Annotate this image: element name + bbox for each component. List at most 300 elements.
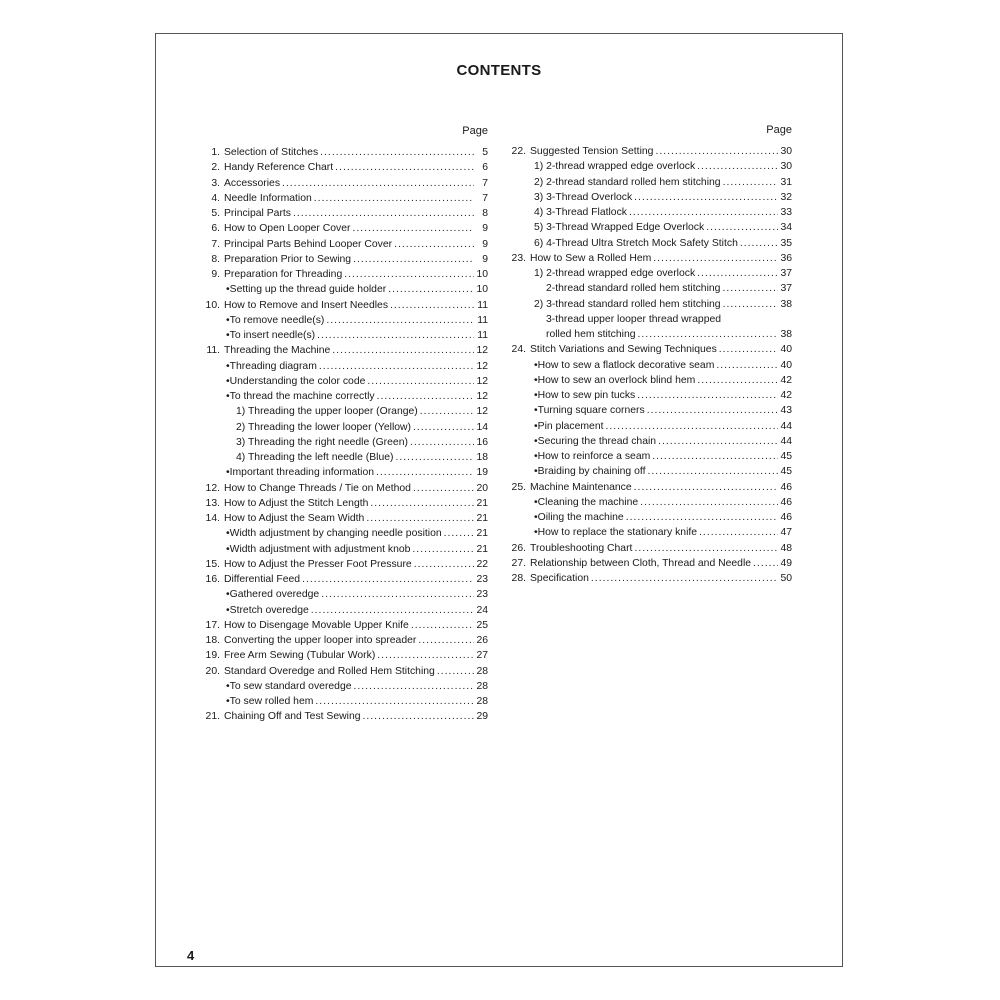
toc-entry-page: 44	[780, 435, 792, 447]
toc-entry-page: 40	[780, 359, 792, 371]
dot-leader	[282, 176, 474, 191]
toc-entry-page: 12	[476, 360, 488, 372]
dot-leader	[353, 221, 475, 236]
toc-entry-page: 35	[780, 237, 792, 249]
toc-entry-number: 10.	[205, 299, 220, 311]
toc-entry-title: 6) 4-Thread Ultra Stretch Mock Safety Stitch	[534, 237, 738, 249]
toc-entry	[200, 557, 488, 572]
toc-entry-title: 1) Threading the upper looper (Orange)	[236, 406, 418, 418]
toc-entry	[506, 525, 792, 540]
toc-entry-title: •Understanding the color code	[226, 375, 366, 387]
toc-entry	[506, 281, 792, 296]
toc-entry-title: 2) 3-thread standard rolled hem stitching	[534, 298, 721, 310]
dot-leader	[332, 343, 474, 358]
toc-entry-title: 1) 2-thread wrapped edge overlock	[534, 268, 696, 279]
toc-entry-page: 28	[476, 665, 488, 677]
toc-entry	[200, 679, 488, 694]
toc-entry-number: 22.	[511, 146, 526, 157]
toc-entry	[200, 343, 488, 358]
toc-entry-title: •Width adjustment by changing needle position	[226, 528, 442, 540]
dot-leader	[418, 633, 474, 648]
toc-entry-number: 21.	[205, 711, 220, 723]
dot-leader	[388, 282, 474, 297]
dot-leader	[410, 435, 474, 450]
toc-entry-title: •To insert needle(s)	[226, 330, 316, 341]
toc-entry-page: 38	[780, 329, 792, 340]
dot-leader	[411, 618, 474, 633]
toc-entry	[506, 464, 792, 479]
dot-leader	[722, 281, 778, 296]
toc-entry-page: 42	[780, 374, 792, 386]
toc-entry	[200, 176, 488, 191]
toc-entry-page: 46	[780, 512, 792, 523]
toc-entry	[200, 252, 488, 267]
toc-entry-number: 27.	[511, 557, 526, 569]
toc-entry	[506, 205, 792, 220]
toc-entry-title: •How to reinforce a seam	[534, 451, 651, 462]
manual-page	[155, 33, 843, 967]
toc-entry-page: 10	[476, 269, 488, 280]
toc-entry-title: 3-thread upper looper thread wrapped	[546, 313, 722, 325]
toc-entry-title: •Pin placement	[534, 420, 604, 432]
toc-entry-page: 19	[476, 467, 488, 479]
toc-entry-page: 30	[780, 146, 792, 157]
dot-leader	[366, 511, 474, 526]
toc-entry-number: 9.	[211, 269, 220, 280]
dot-leader	[320, 145, 474, 160]
dot-leader	[753, 556, 778, 571]
toc-entry-number: 18.	[205, 635, 220, 646]
dot-leader	[638, 327, 778, 342]
toc-entry-number: 19.	[205, 650, 220, 662]
toc-entry-title: •Oiling the machine	[534, 512, 624, 523]
toc-entry	[200, 404, 488, 419]
toc-entry-page: 29	[476, 711, 488, 723]
toc-entry-title: Preparation Prior to Sewing	[224, 253, 352, 265]
toc-entry-page: 7	[482, 192, 488, 204]
toc-entry-number: 15.	[205, 558, 220, 570]
toc-entry-title: Suggested Tension Setting	[530, 146, 654, 157]
dot-leader	[723, 297, 778, 312]
toc-entry-page: 42	[780, 390, 792, 401]
toc-entry-page: 37	[780, 268, 792, 279]
toc-entry	[506, 403, 792, 418]
toc-entry-number: 8.	[211, 253, 220, 265]
toc-entry	[200, 542, 488, 557]
dot-leader	[640, 495, 778, 510]
toc-entry	[200, 664, 488, 679]
dot-leader	[655, 144, 778, 159]
toc-entry-title: Principal Parts Behind Looper Cover	[224, 238, 393, 250]
toc-entry	[506, 159, 792, 174]
toc-entry	[506, 434, 792, 449]
toc-entry-title: Selection of Stitches	[224, 147, 319, 158]
toc-entry-page: 36	[780, 252, 792, 264]
toc-entry-title: •To sew rolled hem	[226, 696, 314, 707]
toc-entry	[506, 373, 792, 388]
toc-entry	[506, 358, 792, 373]
toc-entry	[200, 191, 488, 206]
toc-entry-number: 3.	[211, 177, 220, 189]
dot-leader	[444, 526, 474, 541]
toc-entry-page: 20	[476, 482, 488, 494]
toc-entry-number: 6.	[211, 223, 220, 235]
toc-entry	[200, 465, 488, 480]
toc-entry-title: •Width adjustment with adjustment knob	[226, 543, 411, 555]
toc-entry-number: 12.	[205, 482, 220, 494]
toc-entry-page: 11	[477, 314, 488, 326]
toc-entry-number: 14.	[205, 513, 220, 524]
toc-entry-title: 2-thread standard rolled hem stitching	[546, 283, 721, 295]
toc-entry	[506, 175, 792, 190]
toc-entry-page: 21	[476, 513, 488, 524]
toc-entry-page: 46	[780, 496, 792, 508]
toc-entry-number: 28.	[511, 573, 526, 584]
toc-entry-title: Converting the upper looper into spreader	[224, 635, 417, 646]
toc-entry-page: 22	[476, 558, 488, 570]
toc-entry	[200, 374, 488, 389]
toc-entry-page: 24	[476, 604, 488, 616]
toc-entry-number: 4.	[211, 192, 220, 204]
dot-leader	[420, 404, 474, 419]
toc-entry-page: 49	[780, 557, 792, 569]
toc-entry-page: 11	[477, 299, 488, 311]
toc-entry-page: 5	[482, 147, 488, 158]
toc-entry	[200, 511, 488, 526]
toc-entry-page: 14	[476, 421, 488, 433]
toc-entry	[506, 510, 792, 525]
page-column-header: Page	[766, 124, 792, 136]
dot-leader	[716, 358, 778, 373]
toc-entry	[200, 435, 488, 450]
dot-leader	[723, 175, 778, 190]
dot-leader	[740, 236, 778, 251]
toc-entry-title: How to Change Threads / Tie on Method	[224, 482, 411, 494]
toc-entry	[200, 160, 488, 175]
toc-entry-title: Needle Information	[224, 192, 312, 204]
toc-entry	[506, 236, 792, 251]
dot-leader	[412, 542, 474, 557]
toc-entry-title: •How to sew pin tucks	[534, 390, 636, 401]
dot-leader	[353, 252, 474, 267]
toc-entry-page: 28	[476, 696, 488, 707]
toc-entry-page: 23	[476, 574, 488, 585]
toc-entry-page: 9	[482, 223, 488, 235]
toc-entry-title: •Gathered overedge	[226, 589, 320, 601]
toc-entry	[200, 526, 488, 541]
toc-entry	[200, 313, 488, 328]
toc-entry-page: 31	[780, 176, 792, 188]
toc-entry	[200, 282, 488, 297]
toc-entry	[200, 359, 488, 374]
toc-entry-number: 20.	[205, 665, 220, 677]
toc-entry-page: 26	[476, 635, 488, 646]
dot-leader	[652, 449, 778, 464]
toc-entry-title: •Braiding by chaining off	[534, 466, 646, 478]
toc-entry	[200, 709, 488, 724]
toc-entry-page: 23	[476, 589, 488, 601]
dot-leader	[605, 419, 778, 434]
toc-entry	[200, 572, 488, 587]
toc-entry-page: 44	[780, 420, 792, 432]
toc-entry	[506, 312, 792, 327]
toc-entry-title: How to Remove and Insert Needles	[224, 299, 389, 311]
toc-entry-title: Threading the Machine	[224, 345, 331, 357]
dot-leader	[413, 481, 474, 496]
toc-entry-title: How to Open Looper Cover	[224, 223, 351, 235]
dot-leader	[311, 603, 474, 618]
toc-entry-title: 2) Threading the lower looper (Yellow)	[236, 421, 412, 433]
toc-entry-page: 34	[780, 222, 792, 234]
toc-entry-title: Relationship between Cloth, Thread and Needle	[530, 557, 752, 569]
toc-entry-page: 37	[780, 283, 792, 295]
toc-entry-title: •How to sew an overlock blind hem	[534, 374, 696, 386]
dot-leader	[437, 664, 474, 679]
toc-entry-page: 12	[476, 375, 488, 387]
toc-entry-page: 7	[482, 177, 488, 189]
dot-leader	[367, 374, 474, 389]
dot-leader	[629, 205, 778, 220]
toc-entry	[506, 495, 792, 510]
dot-leader	[719, 342, 778, 357]
toc-entry-page: 9	[482, 238, 488, 250]
toc-entry-title: Standard Overedge and Rolled Hem Stitching	[224, 665, 435, 677]
toc-entry-page: 21	[476, 497, 488, 509]
dot-leader	[647, 403, 778, 418]
toc-entry-page: 16	[476, 436, 488, 448]
toc-entry-page: 10	[476, 284, 488, 296]
toc-entry	[200, 145, 488, 160]
toc-entry-page: 45	[780, 451, 792, 462]
toc-entry-number: 24.	[511, 344, 526, 356]
toc-entry	[506, 190, 792, 205]
toc-entry-page: 12	[476, 345, 488, 357]
dot-leader	[377, 648, 474, 663]
toc-entry-page: 9	[482, 253, 488, 265]
toc-entry-number: 1.	[211, 147, 220, 158]
toc-entry-title: •How to replace the stationary knife	[534, 527, 698, 539]
toc-entry	[506, 571, 792, 586]
toc-entry-page: 45	[780, 466, 792, 478]
dot-leader	[363, 709, 474, 724]
toc-entry-page: 47	[780, 527, 792, 539]
toc-entry-number: 5.	[211, 208, 220, 219]
dot-leader	[376, 465, 474, 480]
toc-entry	[200, 206, 488, 221]
toc-entry-title: Machine Maintenance	[530, 481, 632, 493]
toc-entry-page: 43	[780, 405, 792, 417]
toc-entry	[200, 481, 488, 496]
toc-entry	[200, 648, 488, 663]
toc-entry	[506, 541, 792, 556]
toc-entry-title: Troubleshooting Chart	[530, 542, 633, 554]
toc-entry	[506, 266, 792, 281]
toc-entry	[506, 327, 792, 342]
toc-entry	[506, 419, 792, 434]
toc-entry-title: 1) 2-thread wrapped edge overlock	[534, 161, 696, 173]
toc-entry-page: 25	[476, 619, 488, 631]
toc-entry	[506, 556, 792, 571]
toc-entry	[200, 389, 488, 404]
toc-entry-title: Chaining Off and Test Sewing	[224, 711, 361, 723]
toc-entry	[506, 144, 792, 159]
toc-entry-page: 8	[482, 208, 488, 219]
toc-entry-title: •Important threading information	[226, 467, 375, 479]
dot-leader	[293, 206, 474, 221]
toc-entry-title: How to Adjust the Presser Foot Pressure	[224, 558, 412, 570]
toc-entry-title: Preparation for Threading	[224, 269, 343, 280]
dot-leader	[637, 388, 778, 403]
dot-leader	[390, 298, 474, 313]
toc-entry	[200, 237, 488, 252]
toc-entry-page: 46	[780, 481, 792, 493]
toc-entry-number: 25.	[511, 481, 526, 493]
toc-entry-number: 13.	[205, 497, 220, 509]
toc-entry	[200, 267, 488, 282]
dot-leader	[315, 694, 474, 709]
dot-leader	[396, 450, 475, 465]
toc-list-right	[506, 144, 792, 586]
toc-entry	[506, 480, 792, 495]
toc-entry	[200, 298, 488, 313]
toc-entry	[200, 328, 488, 343]
toc-entry-title: •Securing the thread chain	[534, 435, 657, 447]
dot-leader	[697, 159, 778, 174]
toc-column-left	[200, 123, 488, 725]
toc-entry-title: •To remove needle(s)	[226, 314, 325, 326]
toc-entry-page: 40	[780, 344, 792, 356]
toc-entry-title: How to Disengage Movable Upper Knife	[224, 619, 409, 631]
dot-leader	[697, 373, 778, 388]
dot-leader	[647, 464, 778, 479]
toc-entry-number: 17.	[205, 619, 220, 631]
toc-entry-page: 11	[477, 330, 488, 341]
dot-leader	[591, 571, 778, 586]
dot-leader	[326, 313, 474, 328]
toc-entry-page: 33	[780, 207, 792, 218]
toc-list-left	[200, 145, 488, 725]
toc-entry-page: 30	[780, 161, 792, 173]
dot-leader	[699, 525, 778, 540]
toc-entry-page: 28	[476, 680, 488, 692]
dot-leader	[634, 480, 778, 495]
toc-entry-number: 7.	[211, 238, 220, 250]
toc-entry-page: 12	[476, 406, 488, 418]
toc-entry-title: 3) Threading the right needle (Green)	[236, 436, 408, 448]
toc-entry-title: •To thread the machine correctly	[226, 391, 375, 402]
toc-entry	[200, 603, 488, 618]
dot-leader	[634, 190, 778, 205]
dot-leader	[394, 237, 474, 252]
toc-entry-title: •Threading diagram	[226, 360, 317, 372]
toc-entry-title: Specification	[530, 573, 589, 584]
toc-entry-title: 4) 3-Thread Flatlock	[534, 207, 627, 218]
dot-leader	[626, 510, 778, 525]
dot-leader	[314, 191, 474, 206]
toc-entry-title: How to Adjust the Stitch Length	[224, 497, 369, 509]
toc-entry-number: 23.	[511, 252, 526, 264]
dot-leader	[414, 557, 474, 572]
toc-column-right	[506, 122, 792, 586]
toc-entry	[200, 694, 488, 709]
toc-entry	[200, 221, 488, 236]
toc-entry-number: 16.	[205, 574, 220, 585]
dot-leader	[335, 160, 474, 175]
toc-entry-title: Free Arm Sewing (Tubular Work)	[224, 650, 376, 662]
toc-entry	[200, 633, 488, 648]
dot-leader	[706, 220, 778, 235]
toc-entry-page: 50	[780, 573, 792, 584]
toc-entry-number: 26.	[511, 542, 526, 554]
toc-entry-title: rolled hem stitching	[546, 329, 636, 340]
toc-entry	[506, 251, 792, 266]
toc-entry	[200, 587, 488, 602]
toc-entry	[200, 420, 488, 435]
toc-entry-page: 12	[476, 391, 488, 402]
toc-entry-title: •Stretch overedge	[226, 604, 309, 616]
toc-entry-title: •Cleaning the machine	[534, 496, 639, 508]
toc-entry-title: How to Sew a Rolled Hem	[530, 252, 652, 264]
toc-entry-page: 38	[780, 298, 792, 310]
page-title: CONTENTS	[456, 62, 542, 79]
page-number: 4	[187, 948, 195, 963]
toc-entry-title: 2) 2-thread standard rolled hem stitching	[534, 176, 721, 188]
dot-leader	[302, 572, 474, 587]
toc-entry-title: How to Adjust the Seam Width	[224, 513, 365, 524]
dot-leader	[413, 420, 474, 435]
toc-entry-title: •How to sew a flatlock decorative seam	[534, 359, 715, 371]
toc-entry-title: 3) 3-Thread Overlock	[534, 191, 633, 203]
toc-entry-page: 6	[482, 162, 488, 174]
dot-leader	[658, 434, 778, 449]
toc-entry-page: 21	[476, 528, 488, 540]
toc-entry-title: 5) 3-Thread Wrapped Edge Overlock	[534, 222, 705, 234]
toc-entry-title: 4) Threading the left needle (Blue)	[236, 452, 394, 463]
toc-entry-title: Accessories	[224, 177, 281, 189]
toc-entry	[506, 449, 792, 464]
toc-entry-page: 18	[476, 452, 488, 463]
toc-entry-page: 21	[476, 543, 488, 555]
toc-entry-title: Stitch Variations and Sewing Techniques	[530, 344, 717, 356]
toc-entry-number: 2.	[211, 162, 220, 174]
toc-entry-title: •To sew standard overedge	[226, 680, 352, 692]
dot-leader	[344, 267, 474, 282]
toc-entry	[200, 450, 488, 465]
toc-entry-title: Handy Reference Chart	[224, 162, 334, 174]
page-column-header: Page	[462, 125, 488, 137]
toc-entry-title: •Turning square corners	[534, 405, 645, 417]
toc-entry-title: Principal Parts	[224, 208, 291, 219]
toc-entry	[506, 220, 792, 235]
dot-leader	[317, 328, 474, 343]
dot-leader	[354, 679, 474, 694]
dot-leader	[377, 389, 474, 404]
toc-entry-page: 48	[780, 542, 792, 554]
toc-entry-title: Differential Feed	[224, 574, 301, 585]
toc-entry	[506, 297, 792, 312]
dot-leader	[653, 251, 778, 266]
toc-entry-number: 11.	[206, 345, 220, 357]
toc-entry	[506, 388, 792, 403]
dot-leader	[319, 359, 474, 374]
toc-entry	[200, 496, 488, 511]
toc-entry	[506, 342, 792, 357]
toc-entry	[200, 618, 488, 633]
dot-leader	[697, 266, 778, 281]
toc-entry-page: 32	[780, 191, 792, 203]
dot-leader	[321, 587, 474, 602]
dot-leader	[634, 541, 778, 556]
